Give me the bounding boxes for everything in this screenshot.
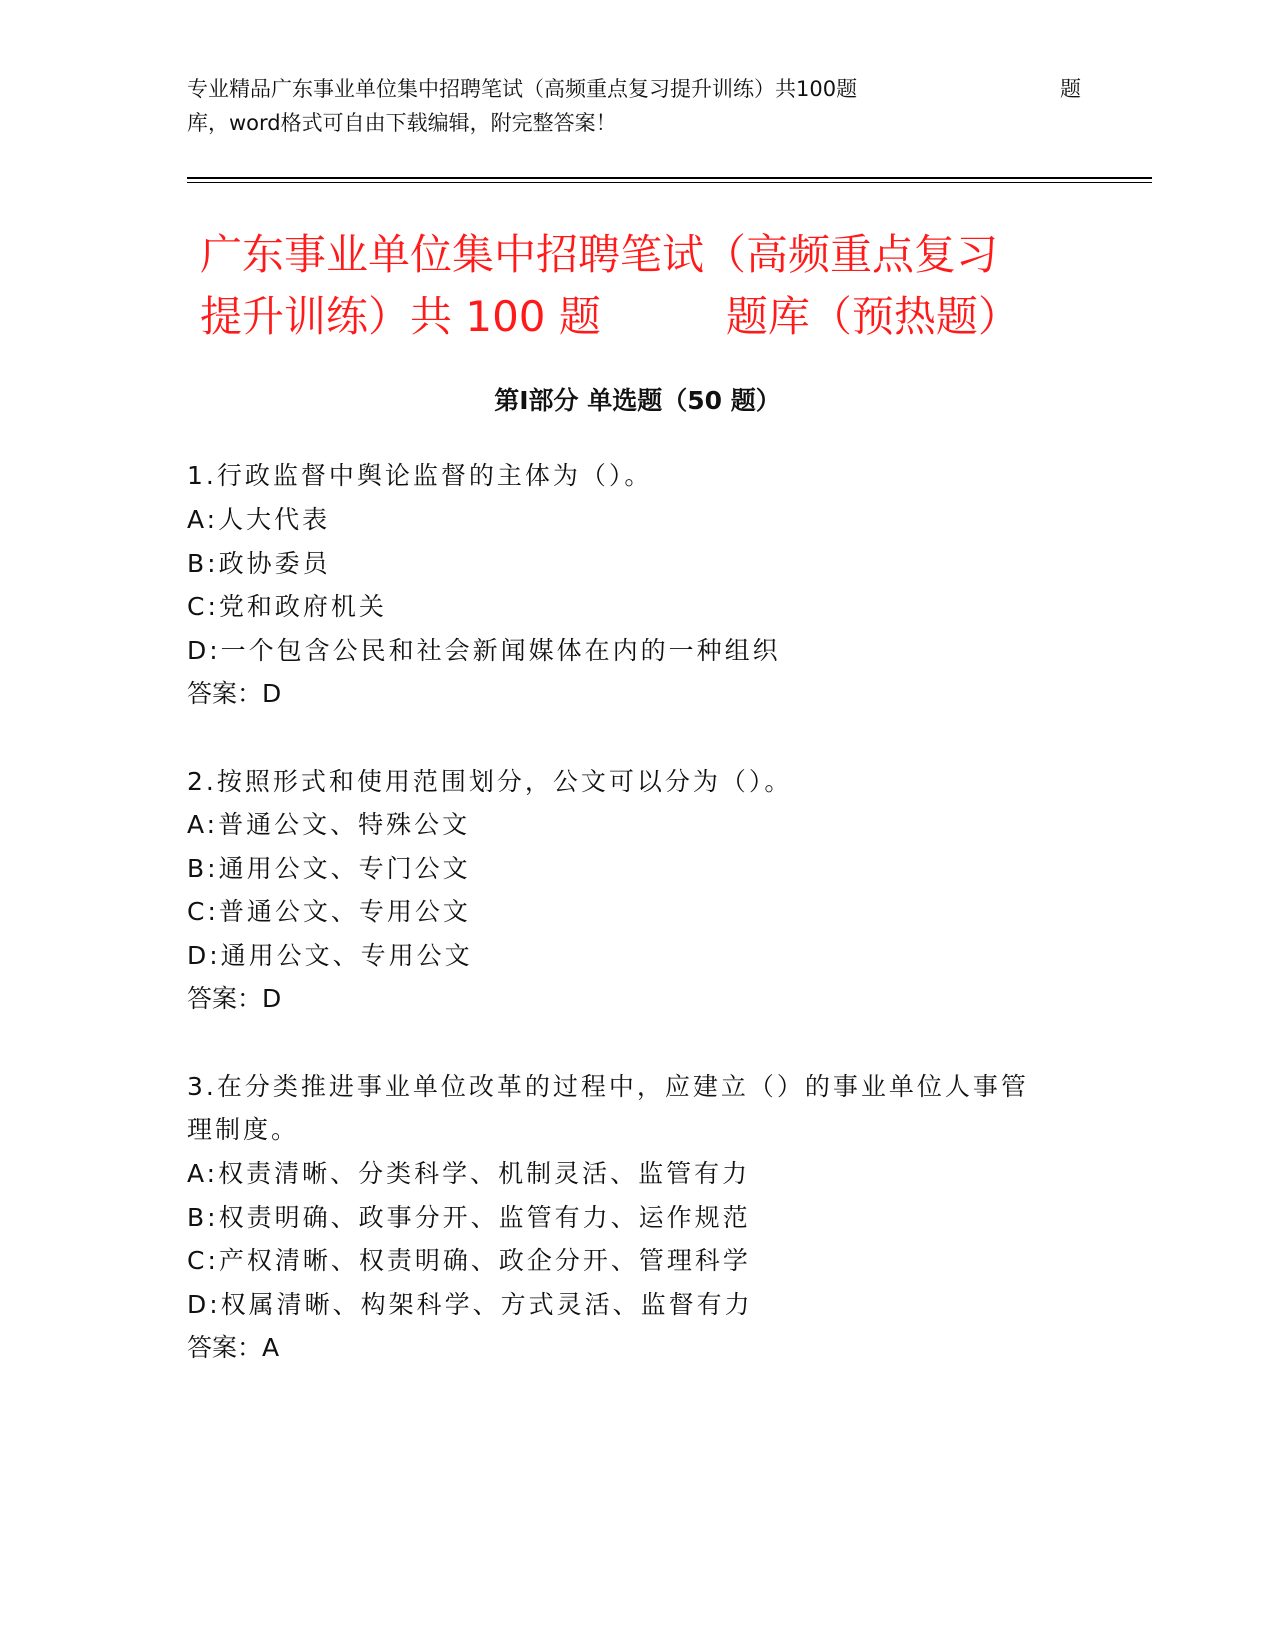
header-line2: 库，word格式可自由下载编辑，附完整答案！: [187, 111, 617, 135]
question-3-option-c: C:产权清晰、权责明确、政企分开、管理科学: [187, 1246, 751, 1275]
header-line1: 专业精品广东事业单位集中招聘笔试（高频重点复习提升训练）共100题: [187, 77, 858, 101]
question-3-option-b: B:权责明确、政事分开、监管有力、运作规范: [187, 1203, 751, 1232]
document-title-line1: 广东事业单位集中招聘笔试（高频重点复习: [200, 230, 999, 279]
document-title-line2-part2: 题库（预热题）: [725, 292, 1020, 341]
question-3-option-a: A:权责清晰、分类科学、机制灵活、监管有力: [187, 1159, 751, 1188]
section-heading: 第Ⅰ部分 单选题（50 题）: [494, 386, 781, 415]
question-1-option-d: D:一个包含公民和社会新闻媒体在内的一种组织: [187, 636, 781, 665]
question-3-answer: 答案：A: [187, 1333, 280, 1362]
header-divider: [187, 177, 1152, 179]
question-3-option-d: D:权属清晰、构架科学、方式灵活、监督有力: [187, 1290, 753, 1319]
question-1-answer: 答案：D: [187, 679, 282, 708]
question-2-stem: 2.按照形式和使用范围划分，公文可以分为（）。: [187, 767, 793, 796]
question-2-answer: 答案：D: [187, 984, 282, 1013]
question-3-stem-line2: 理制度。: [187, 1115, 300, 1144]
document-title-line2: [200, 286, 1100, 348]
question-1-option-c: C:党和政府机关: [187, 592, 387, 621]
header-text: [187, 74, 1087, 104]
question-3-stem-line1: 3.在分类推进事业单位改革的过程中，应建立（）的事业单位人事管: [187, 1072, 1029, 1101]
header-divider-thin: [187, 182, 1152, 183]
document-title: [200, 224, 1100, 348]
document-title-line2-part1: 提升训练）共 100 题: [200, 292, 601, 341]
question-1-option-a: A:人大代表: [187, 505, 331, 534]
header-line1-tail: 题: [1060, 77, 1081, 101]
question-2-option-d: D:通用公文、专用公文: [187, 941, 473, 970]
question-2-option-c: C:普通公文、专用公文: [187, 897, 471, 926]
question-1-stem: 1.行政监督中舆论监督的主体为（）。: [187, 461, 653, 490]
question-2-option-b: B:通用公文、专门公文: [187, 854, 471, 883]
question-1-option-b: B:政协委员: [187, 549, 331, 578]
question-2-option-a: A:普通公文、特殊公文: [187, 810, 471, 839]
